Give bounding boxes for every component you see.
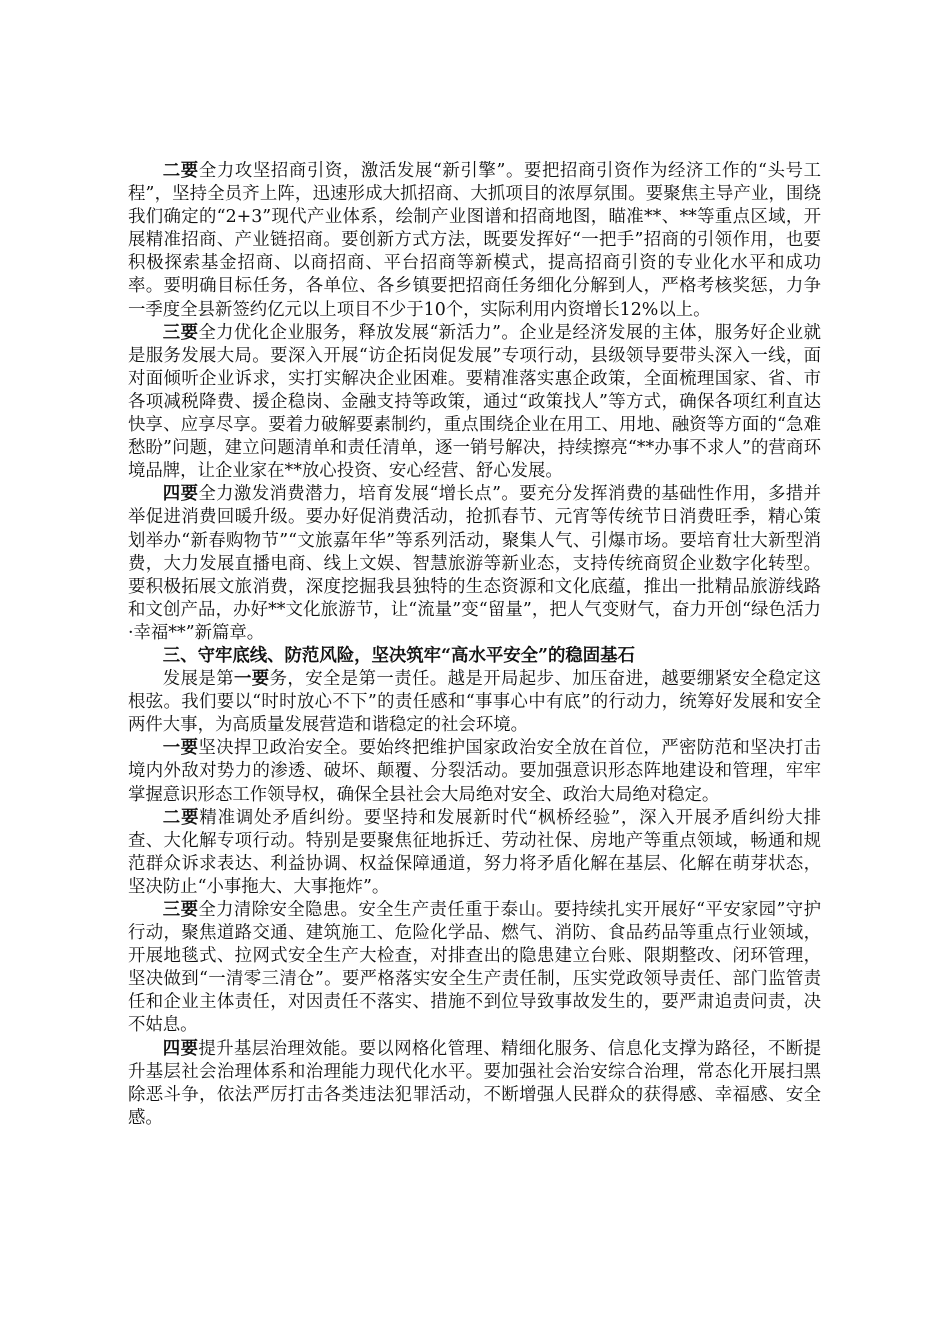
paragraph-text: 提升基层治理效能。要以网格化管理、精细化服务、信息化支撑为路径，不断提升基层社会治理体系和治理能力现代化水平。要加强社会治安综合治理，常态化开展扫黑除恶斗争，依法严厉打击各类违法犯罪活动，不断增强人民群众的获得感、幸福感、安全感。 [128, 1038, 821, 1128]
paragraph-text: 精准调处矛盾纠纷。要坚持和发展新时代“枫桥经验”，深入开展矛盾纠纷大排查、大化解专项行动。特别是要聚焦征地拆迁、劳动社保、房地产等重点领域，畅通和规范群众诉求表达、利益协调、权益保障通道，努力将矛盾化解在基层、化解在萌芽状态，坚决防止“小事拖大、大事拖炸”。 [128, 807, 821, 897]
paragraph-text: 全力激发消费潜力，培育发展“增长点”。要充分发挥消费的基础性作用，多措并举促进消费回暖升级。要办好促消费活动，抢抓春节、元宵等传统节日消费旺季，精心策划举办“新春购物节”“文旅嘉年华”等系列活动，聚集人气、引爆市场。要培育壮大新型消费，大力发展直播电商、线上文娱、智慧旅游等新业态，支持传统商贸企业数字化转型。要积极拓展文旅消费，深度挖掘我县独特的生态资源和文化底蕴，推出一批精品旅游线路和文创产品，办好**文化旅游节，让“流量”变“留量”，把人气变财气，奋力开创“绿色活力·幸福**”新篇章。 [128, 484, 821, 643]
paragraph-text: 坚决捍卫政治安全。要始终把维护国家政治安全放在首位，严密防范和坚决打击境内外敌对势力的渗透、破坏、颠覆、分裂活动。要加强意识形态阵地建设和管理，牢牢掌握意识形态工作领导权，确保全县社会大局绝对安全、政治大局绝对稳定。 [128, 738, 821, 805]
paragraph-lead: 一要 [162, 738, 199, 759]
paragraph-text: 全力攻坚招商引资，激活发展“新引擎”。要把招商引资作为经济工作的“头号工程”，坚持全员齐上阵，迅速形成大抓招商、大抓项目的浓厚氛围。要聚焦主导产业，围绕我们确定的“2+3”现代产业体系，绘制产业图谱和招商地图，瞄准**、**等重点区域，开展精准招商、产业链招商。要创新方式方法，既要发挥好“一把手”招商的引领作用，也要积极探索基金招商、以商招商、平台招商等新模式，提高招商引资的专业化水平和成功率。要明确目标任务，各单位、各乡镇要把招商任务细化分解到人，严格考核奖惩，力争一季度全县新签约亿元以上项目不少于10个，实际利用内资增长12%以上。 [128, 161, 821, 320]
paragraph-lead: 四要 [162, 1038, 199, 1059]
paragraph-political-security [128, 737, 821, 806]
paragraph-enterprise-service [128, 322, 821, 484]
paragraph-safety-hazards [128, 899, 821, 1038]
paragraph-lead: 二要 [162, 161, 199, 181]
section-heading: 三、守牢底线、防范风险，坚决筑牢“高水平安全”的稳固基石 [162, 645, 635, 666]
paragraph-grassroots-governance [128, 1038, 821, 1130]
paragraph-lead: 三要 [162, 322, 199, 343]
document-body [128, 160, 821, 1130]
intro-text-after: 务，安全是第一责任。越是开局起步、加压奋进，越要绷紧安全稳定这根弦。我们要以“时时放心不下”的责任感和“事事心中有底”的行动力，统筹好发展和安全两件大事，为高质量发展营造和谐稳定的社会环境。 [128, 669, 821, 736]
paragraph-text: 全力优化企业服务，释放发展“新活力”。企业是经济发展的主体，服务好企业就是服务发展大局。要深入开展“访企拓岗促发展”专项行动，县级领导要带头深入一线，面对面倾听企业诉求，实打实解决企业困难。要精准落实惠企政策，全面梳理国家、省、市各项减税降费、援企稳岗、金融支持等政策，通过“政策找人”等方式，确保各项红利直达快享、应享尽享。要着力破解要素制约，重点围绕企业在用工、用地、融资等方面的“急难愁盼”问题，建立问题清单和责任清单，逐一销号解决，持续擦亮“**办事不求人”的营商环境品牌，让企业家在**放心投资、安心经营、舒心发展。 [128, 322, 821, 482]
paragraph-attract-investment [128, 160, 821, 322]
paragraph-lead: 三要 [162, 900, 199, 920]
paragraph-lead: 二要 [162, 807, 200, 828]
intro-text-before: 发展是第 [162, 669, 234, 690]
paragraph-dispute-resolution [128, 807, 821, 899]
paragraph-text: 全力清除安全隐患。安全生产责任重于泰山。要持续扎实开展好“平安家园”守护行动，聚焦道路交通、建筑施工、危险化学品、燃气、消防、食品药品等重点行业领域，开展地毯式、拉网式安全生产大检查，对排查出的隐患建立台账、限期整改、闭环管理，坚决做到“一清零三清仓”。要严格落实安全生产责任制，压实党政领导责任、部门监管责任和企业主体责任，对因责任不落实、措施不到位导致事故发生的，要严肃追责问责，决不姑息。 [128, 900, 821, 1036]
paragraph-lead: 四要 [162, 484, 199, 505]
paragraph-security-intro [128, 668, 821, 737]
intro-lead: 一要 [234, 669, 270, 690]
paragraph-consumption [128, 483, 821, 645]
